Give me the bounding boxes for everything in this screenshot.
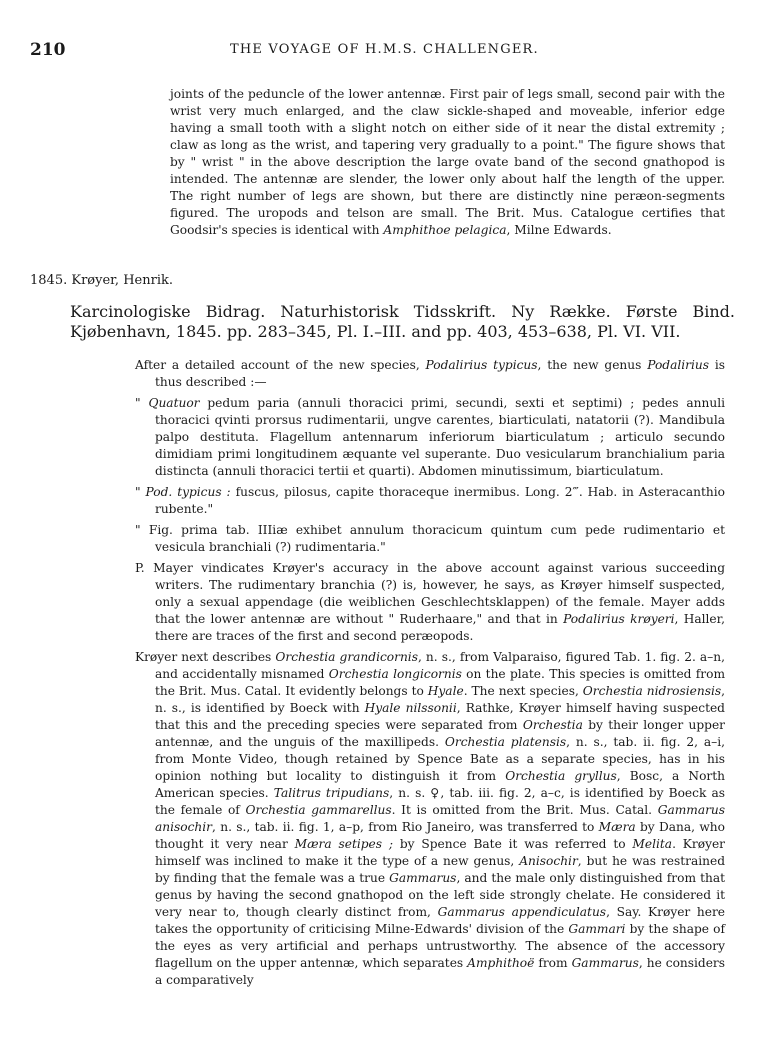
intro-paragraph bbox=[170, 86, 725, 239]
entry-author: Krøyer, Henrik. bbox=[71, 273, 173, 288]
entry-title: Karcinologiske Bidrag. Naturhistorisk Tidsskrift. Ny Række. Første Bind. Kjøbenhavn, 1845. pp. 283–345, Pl. I.–III. and pp. 403, 453–638, Pl. VI. VII. bbox=[70, 302, 735, 341]
entry-year: 1845. bbox=[30, 273, 68, 288]
paragraph-mayer: P. Mayer vindicates Krøyer's accuracy in the above account against various succeeding writers. The rudimentary branchia (?) is, however, he says, as Krøyer himself suspected, only a sexual appendage (die weiblichen Geschlechtsklappen) of the female. Mayer adds that the lower antennæ are without " Ruderhaare," and that in Podalirius krøyeri, Haller, there are traces of the first and second peræopods. bbox=[135, 561, 726, 643]
quote-species-description: " Pod. typicus : fuscus, pilosus, capite thoraceque inermibus. Long. 2‴. Hab. in Asteracanthio rubente." bbox=[135, 485, 725, 516]
page-number: 210 bbox=[30, 40, 66, 60]
page-header bbox=[0, 40, 776, 62]
quote-figure-note: " Fig. prima tab. IIIiæ exhibet annulum thoracicum quintum cum pede rudimentario et vesicula branchiali (?) rudimentaria." bbox=[135, 523, 725, 554]
paragraph-after: After a detailed account of the new species, Podalirius typicus, the new genus Podalirius is thus described :— bbox=[135, 358, 725, 389]
entry-body bbox=[135, 357, 725, 989]
paragraph-kroyer-species: Krøyer next describes Orchestia grandicornis, n. s., from Valparaiso, figured Tab. 1. fig. 2. a–n, and accidentally misnamed Orchestia longicornis on the plate. This species is omitted from the Brit. Mus. Catal. It evidently belongs to Hyale. The next species, Orchestia nidrosiensis, n. s., is identified by Boeck with Hyale nilssonii, Rathke, Krøyer himself having suspected that this and the preceding species were separated from Orchestia by their longer upper antennæ, and the unguis of the maxillipeds. Orchestia platensis, n. s., tab. ii. fig. 2, a–i, from Monte Video, though retained by Spence Bate as a separate species, has in his opinion nothing but locality to distinguish it from Orchestia gryllus, Bosc, a North American species. Talitrus tripudians, n. s. ♀, tab. iii. fig. 2, a–c, is identified by Boeck as the female of Orchestia gammarellus. It is omitted from the Brit. Mus. Catal. Gammarus anisochir, n. s., tab. ii. fig. 1, a–p, from Rio Janeiro, was transferred to Mæra by Dana, who thought it very near Mæra setipes ; by Spence Bate it was referred to Melita. Krøyer himself was inclined to make it the type of a new genus, Anisochir, but he was restrained by finding that the female was a true Gammarus, and the male only distinguished from that genus by having the second gnathopod on the left side strongly chelate. He considered it very near to, though clearly distinct from, Gammarus appendiculatus, Say. Krøyer here takes the opportunity of criticising Milne-Edwards' division of the Gammari by the shape of the eyes as very artificial and perhaps untrustworthy. The absence of the accessory flagellum on the upper antennæ, which separates Amphithoë from Gammarus, he considers a comparatively bbox=[135, 650, 726, 987]
entry-heading bbox=[30, 273, 173, 288]
running-title: THE VOYAGE OF H.M.S. CHALLENGER. bbox=[230, 42, 539, 57]
intro-text: joints of the peduncle of the lower antennæ. First pair of legs small, second pair with the wrist very much enlarged, and the claw sickle-shaped and moveable, inferior edge having a small tooth with a slight notch on either side of it near the distal extremity ; claw as long as the wrist, and tapering very gradually to a point." The figure shows that by " wrist " in the above description the large ovate band of the second gnathopod is intended. The antennæ are slender, the lower only about half the length of the upper. The right number of legs are shown, but there are distinctly nine peræon-segments figured. The uropods and telson are small. The Brit. Mus. Catalogue certifies that Goodsir's species is identical with Amphithoe pelagica, Milne Edwards. bbox=[170, 87, 725, 237]
quote-genus-description: " Quatuor pedum paria (annuli thoracici primi, secundi, sexti et septimi) ; pedes annuli thoracici qvinti prorsus rudimentarii, ungve carentes, biarticulati, natatorii (?). Mandibula palpo destituta. Flagellum antennarum inferiorum biarticulatum ; articulo secundo dimidiam primi longitudinem æquante vel superante. Duo vesicularum branchialium paria distincta (annuli thoracici tertii et quarti). Abdomen minutissimum, biarticulatum. bbox=[135, 396, 725, 478]
